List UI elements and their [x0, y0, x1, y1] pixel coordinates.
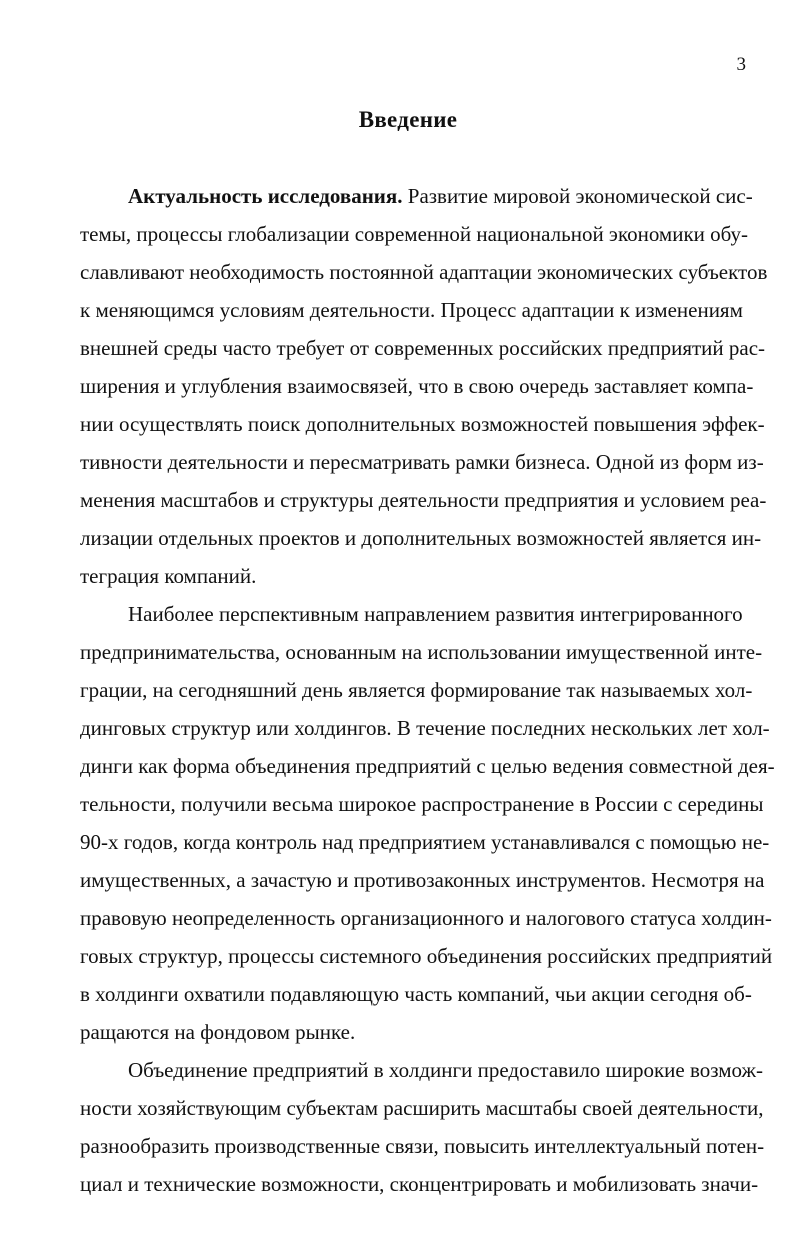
- paragraph-1-line: тивности деятельности и пересматривать рамки бизнеса. Одной из форм из-: [80, 450, 764, 474]
- paragraph-2-line: говых структур, процессы системного объединения российских предприятий: [80, 944, 773, 968]
- paragraph-1-line: внешней среды часто требует от современных российских предприятий рас-: [80, 336, 766, 360]
- paragraph-2-line: имущественных, а зачастую и противозаконных инструментов. Несмотря на: [80, 868, 765, 892]
- paragraph-2-line: Наиболее перспективным направлением развития интегрированного: [128, 602, 743, 626]
- paragraph-2-line: ращаются на фондовом рынке.: [80, 1020, 356, 1044]
- paragraph-2-line: динги как форма объединения предприятий с целью ведения совместной дея-: [80, 754, 775, 778]
- paragraph-2-line: динговых структур или холдингов. В течение последних нескольких лет хол-: [80, 716, 770, 740]
- paragraph-1-line: менения масштабов и структуры деятельности предприятия и условием реа-: [80, 488, 767, 512]
- paragraph-2-line: предпринимательства, основанным на использовании имущественной инте-: [80, 640, 763, 664]
- paragraph-2-line: в холдинги охватили подавляющую часть компаний, чьи акции сегодня об-: [80, 982, 752, 1006]
- paragraph-3-line: разнообразить производственные связи, повысить интеллектуальный потен-: [80, 1134, 765, 1158]
- paragraph-1-line: нии осуществлять поиск дополнительных возможностей повышения эффек-: [80, 412, 765, 436]
- page-title: Введение: [358, 107, 458, 132]
- paragraph-3-line: Объединение предприятий в холдинги предоставило широкие возмож-: [128, 1058, 764, 1082]
- paragraph-2-line: правовую неопределенность организационного и налогового статуса холдин-: [80, 906, 772, 930]
- paragraph-2-line: грации, на сегодняшний день является формирование так называемых хол-: [80, 678, 753, 702]
- paragraph-2-line: 90-х годов, когда контроль над предприятием устанавливался с помощью не-: [80, 830, 770, 854]
- paragraph-1-line: лизации отдельных проектов и дополнительных возможностей является ин-: [80, 526, 762, 550]
- paragraph-3-line: циал и технические возможности, сконцентрировать и мобилизовать значи-: [80, 1172, 759, 1196]
- run-in-heading: Актуальность исследования.: [128, 184, 403, 208]
- page-number: 3: [736, 54, 746, 75]
- paragraph-1-text: Развитие мировой экономической сис-: [402, 184, 753, 208]
- paragraph-1-line: славливают необходимость постоянной адаптации экономических субъектов: [80, 260, 768, 284]
- paragraph-1-line: [128, 181, 753, 211]
- paragraph-2-line: тельности, получили весьма широкое распространение в России с середины: [80, 792, 764, 816]
- paragraph-1-line: к меняющимся условиям деятельности. Процесс адаптации к изменениям: [80, 298, 743, 322]
- paragraph-1-line: теграция компаний.: [80, 564, 257, 588]
- paragraph-1-line: ширения и углубления взаимосвязей, что в свою очередь заставляет компа-: [80, 374, 754, 398]
- paragraph-1-line: темы, процессы глобализации современной национальной экономики обу-: [80, 222, 749, 246]
- paragraph-3-line: ности хозяйствующим субъектам расширить масштабы своей деятельности,: [80, 1096, 764, 1120]
